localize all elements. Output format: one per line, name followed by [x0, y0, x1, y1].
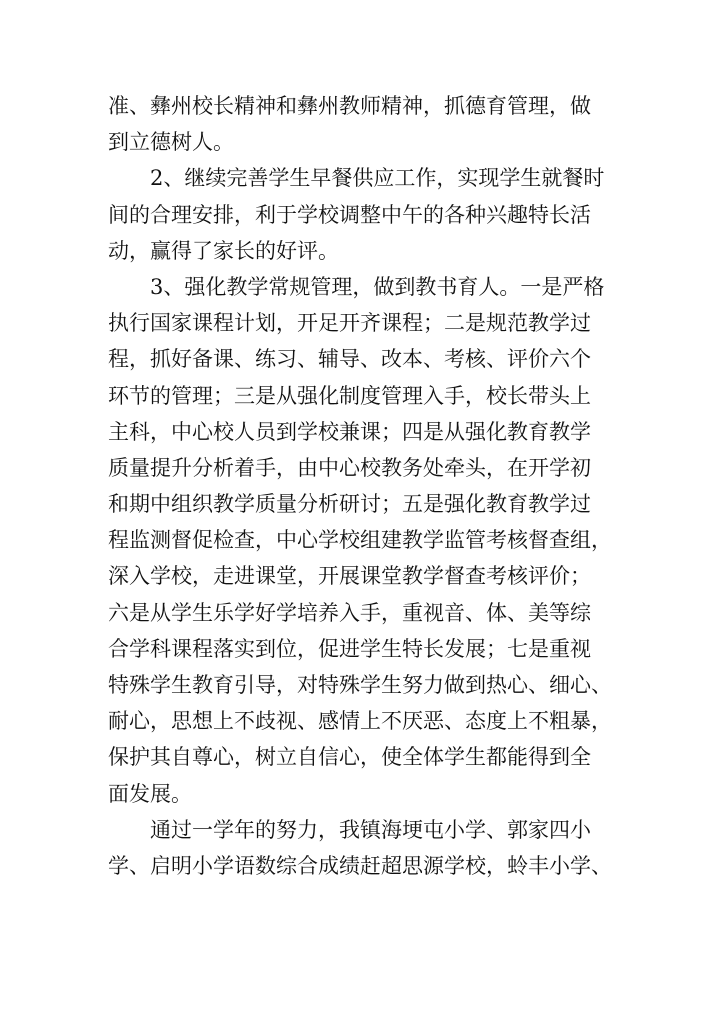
- text-line: 间的合理安排，利于学校调整中午的各种兴趣特长活: [108, 202, 591, 227]
- text-line: 程监测督促检查，中心学校组建教学监管考核督查组，: [108, 528, 612, 553]
- text-line: 主科，中心校人员到学校兼课；四是从强化教育教学: [108, 419, 591, 444]
- text-line: 和期中组织教学质量分析研讨；五是强化教育教学过: [108, 492, 591, 517]
- text-line: 环节的管理；三是从强化制度管理入手，校长带头上: [108, 383, 591, 408]
- text-line: 通过一学年的努力，我镇海埂屯小学、郭家四小: [150, 817, 591, 842]
- text-line: 六是从学生乐学好学培养入手，重视音、体、美等综: [108, 600, 591, 625]
- text-line: 到立德树人。: [108, 130, 234, 155]
- text-line: 2、继续完善学生早餐供应工作，实现学生就餐时: [150, 166, 605, 191]
- text-line: 深入学校，走进课堂，开展课堂教学督查考核评价；: [108, 564, 591, 589]
- text-line: 执行国家课程计划，开足开齐课程；二是规范教学过: [108, 311, 591, 336]
- text-line: 3、强化教学常规管理，做到教书育人。一是严格: [150, 274, 605, 299]
- text-line: 动，赢得了家长的好评。: [108, 238, 339, 263]
- text-line: 准、彝州校长精神和彝州教师精神，抓德育管理，做: [108, 94, 591, 118]
- text-line: 学、启明小学语数综合成绩赶超思源学校，蛉丰小学、: [108, 853, 612, 878]
- text-line: 保护其自尊心，树立自信心，使全体学生都能得到全: [108, 745, 591, 770]
- text-line: 面发展。: [108, 781, 192, 806]
- document-page: [108, 88, 616, 884]
- text-line: 特殊学生教育引导，对特殊学生努力做到热心、细心、: [108, 673, 612, 697]
- text-line: 合学科课程落实到位，促进学生特长发展；七是重视: [108, 636, 591, 661]
- text-line: 耐心，思想上不歧视、感情上不厌恶、态度上不粗暴，: [108, 709, 612, 734]
- text-line: 质量提升分析着手，由中心校教务处牵头，在开学初: [108, 455, 591, 480]
- text-line: 程，抓好备课、练习、辅导、改本、考核、评价六个: [108, 347, 591, 372]
